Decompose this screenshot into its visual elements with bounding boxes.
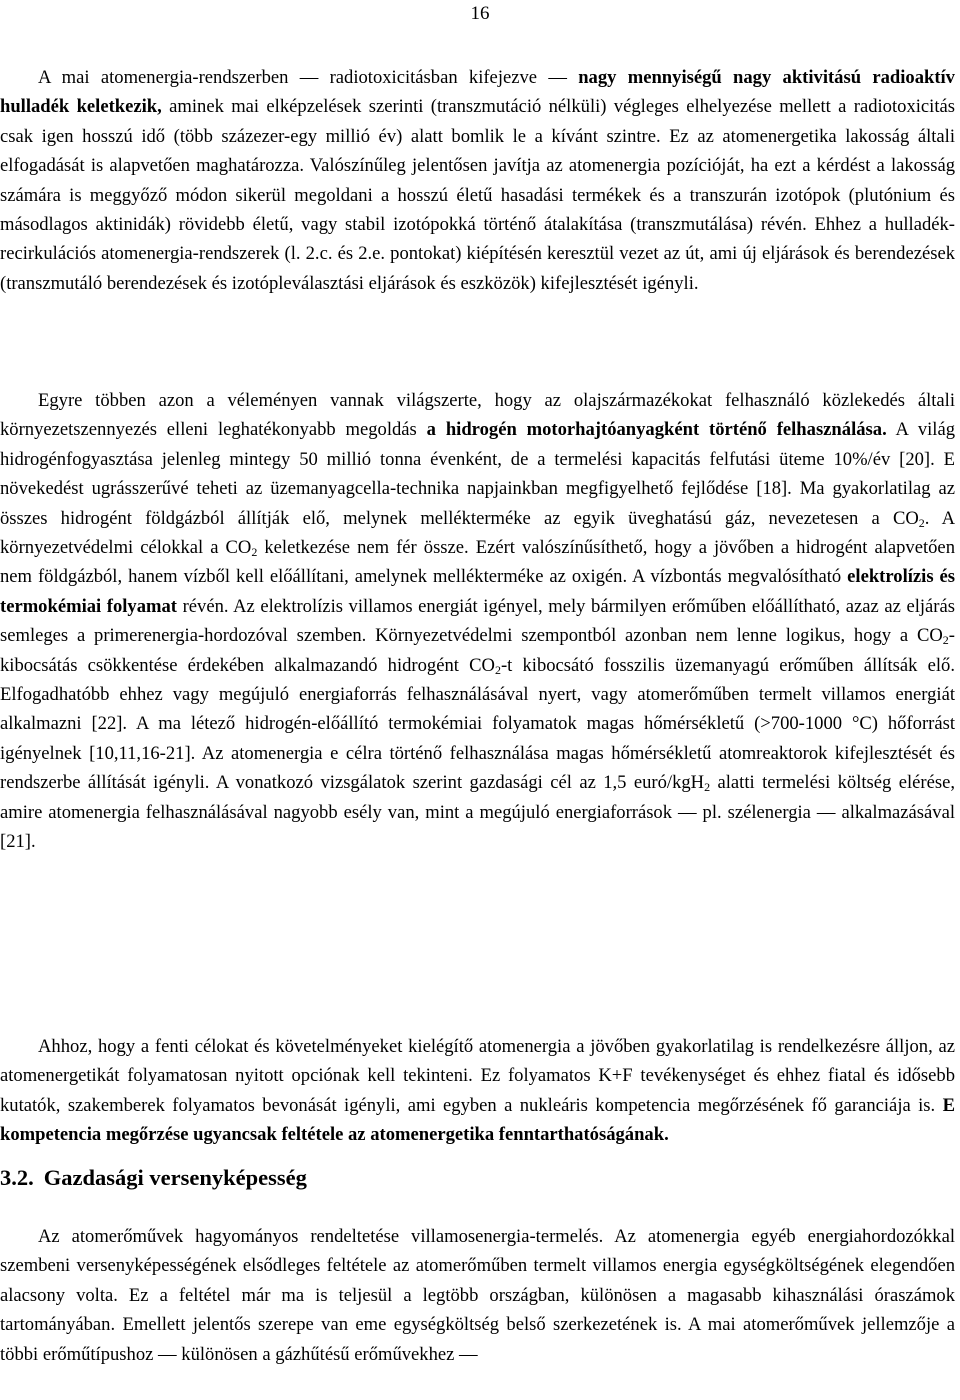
subscript: 2 xyxy=(918,515,925,530)
paragraph-competence xyxy=(0,1032,955,1150)
section-heading xyxy=(0,1163,307,1193)
text-run: -t kibocsátó fosszilis üzemanyagú erőműben állítsák elő. Elfogadhatóbb ehhez vagy megújuló energiaforrás felhasználásával nyert, vagy atomerőműben termelt villamos energiát alkalmazni [22]. A ma létező hidrogén-előállító termokémiai folyamatok magas hőmérsékletű (>700-1000 °C) hőforrást igényelnek [10,11,16-21]. Az atomenergia e célra történő felhasználása magas hőmérsékletű atomreaktorok kifejlesztését és rendszerbe állítását igényli. A vonatkozó vizsgálatok szerint gazdasági cél az 1,5 euró/kgH xyxy=(0,654,955,794)
bold-run: a hidrogén motorhajtóanyagként történő felhasználása. xyxy=(426,419,887,441)
text-run: aminek mai elképzelések szerinti (transzmutáció nélküli) végleges elhelyezése mellett a radiotoxicitás csak igen hosszú idő (több százezer-egy millió év) alatt bomlik le a kívánt szintre. Ez az atomenergetika lakosság általi elfogadását is alapvetően maghatározza. Valószínűleg jelentősen javítja az atomenergia pozícióját, ha ezt a kérdést a lakosság számára is meggyőző módon sikerül megoldani a hosszú életű hasadási termékek és a transzurán izotópok (plutónium és másodlagos aktinidák) rövidebb életű, vagy stabil izotópokká történő átalakítása (transzmutálása) révén. Ehhez a hulladék-recirkulációs atomenergia-rendszerek (l. 2.c. és 2.e. pontokat) kiépítésén keresztül vezet az út, ami új eljárások és berendezések (transzmutáló berendezések és izotópleválasztási eljárások és eszközök) kifejlesztését igényli. xyxy=(0,96,955,294)
text-run: révén. Az elektrolízis villamos energiát igényel, mely bármilyen erőműben előállítható, azaz az eljárás semleges a primerenergia-hordozóval szemben. Környezetvédelmi szempontból azonban nem lenne logikus, hogy a CO xyxy=(0,595,955,647)
text-run: Ahhoz, hogy a fenti célokat és követelményeket kielégítő atomenergia a jövőben gyakorlatilag is rendelkezésre álljon, az atomenergetikát folyamatosan nyitott opciónak kell tekinteni. Ez folyamatos K+F tevékenységet és ehhez fiatal és idősebb kutatók, szakemberek folyamatos bevonását igényli, ami egyben a nukleáris kompetencia megőrzésének fő garanciája is. xyxy=(0,1036,955,1116)
text-run: Egyre többen azon a véleményen vannak világszerte, hogy az olajszármazékokat felhasználó közlekedés általi környezetszennyezés elleni leghatékonyabb megoldás xyxy=(0,390,955,441)
paragraph-competitiveness xyxy=(0,1222,955,1369)
text-run: A mai atomenergia-rendszerben — radiotoxicitásban kifejezve — xyxy=(38,67,579,88)
paragraph-hydrogen xyxy=(0,386,955,857)
bold-run: elektrolízis és termokémiai folyamat xyxy=(0,566,955,617)
subscript: 2 xyxy=(494,662,501,677)
text-run: -kibocsátás csökkentése érdekében alkalmazandó hidrogént CO xyxy=(0,625,955,676)
text-run: . A környezetvédelmi célokkal a CO xyxy=(0,507,955,559)
bold-run: E kompetencia megőrzése ugyancsak feltétele az atomenergetika fenntarthatóságának. xyxy=(0,1094,955,1146)
text-run: A világ hidrogénfogyasztása jelenleg mintegy 50 millió tonna évenként, de a termelési kapacitás felfutási üteme 10%/év [20]. E növekedést ugrásszerűvé teheti az üzemanyagcella-technika napjainkban megfigyelhető fejlődése [18]. Ma gyakorlatilag az összes hidrogént földgázból állítják elő, melynek mellékterméke az egyik üveghatású gáz, nevezetesen a CO xyxy=(0,419,955,529)
text-run: alatti termelési költség elérése, amire atomenergia felhasználásával nagyobb esély van, mint a megújuló energiaforrások — pl. szélenergia — alkalmazásával [21]. xyxy=(0,772,956,853)
subscript: 2 xyxy=(704,780,711,795)
section-number: 3.2. xyxy=(0,1165,34,1190)
bold-run: nagy mennyiségű nagy aktivitású radioaktív hulladék keletkezik, xyxy=(0,67,955,118)
subscript: 2 xyxy=(942,633,949,648)
text-run: keletkezése nem fér össze. Ezért valószínűsíthető, hogy a jövőben a hidrogént alapvetően nem földgázból, hanem vízből kell előállítani, amelynek mellékterméke az oxigén. A vízbontás megvalósítható xyxy=(0,537,955,588)
text-run: Az atomerőművek hagyományos rendeltetése villamosenergia-termelés. Az atomenergia egyéb energiahordozókkal szembeni versenyképességének elsődleges feltétele az atomerőműben termelt villamos energia egységköltségének elegendően alacsony volta. Ez a feltétel már ma is teljesül a legtöbb országban, különösen a magasabb kihasználási óraszámok tartományában. Emellett jelentős szerepe van eme egységköltség belső szerkezetének is. A mai atomerőművek jellemzője a többi erőműtípushoz — különösen a gázhűtésű erőművekhez — xyxy=(0,1226,955,1365)
subscript: 2 xyxy=(251,545,258,560)
page-number: 16 xyxy=(470,3,490,24)
section-title: Gazdasági versenyképesség xyxy=(43,1165,307,1190)
paragraph-radioactive-waste xyxy=(0,63,955,298)
